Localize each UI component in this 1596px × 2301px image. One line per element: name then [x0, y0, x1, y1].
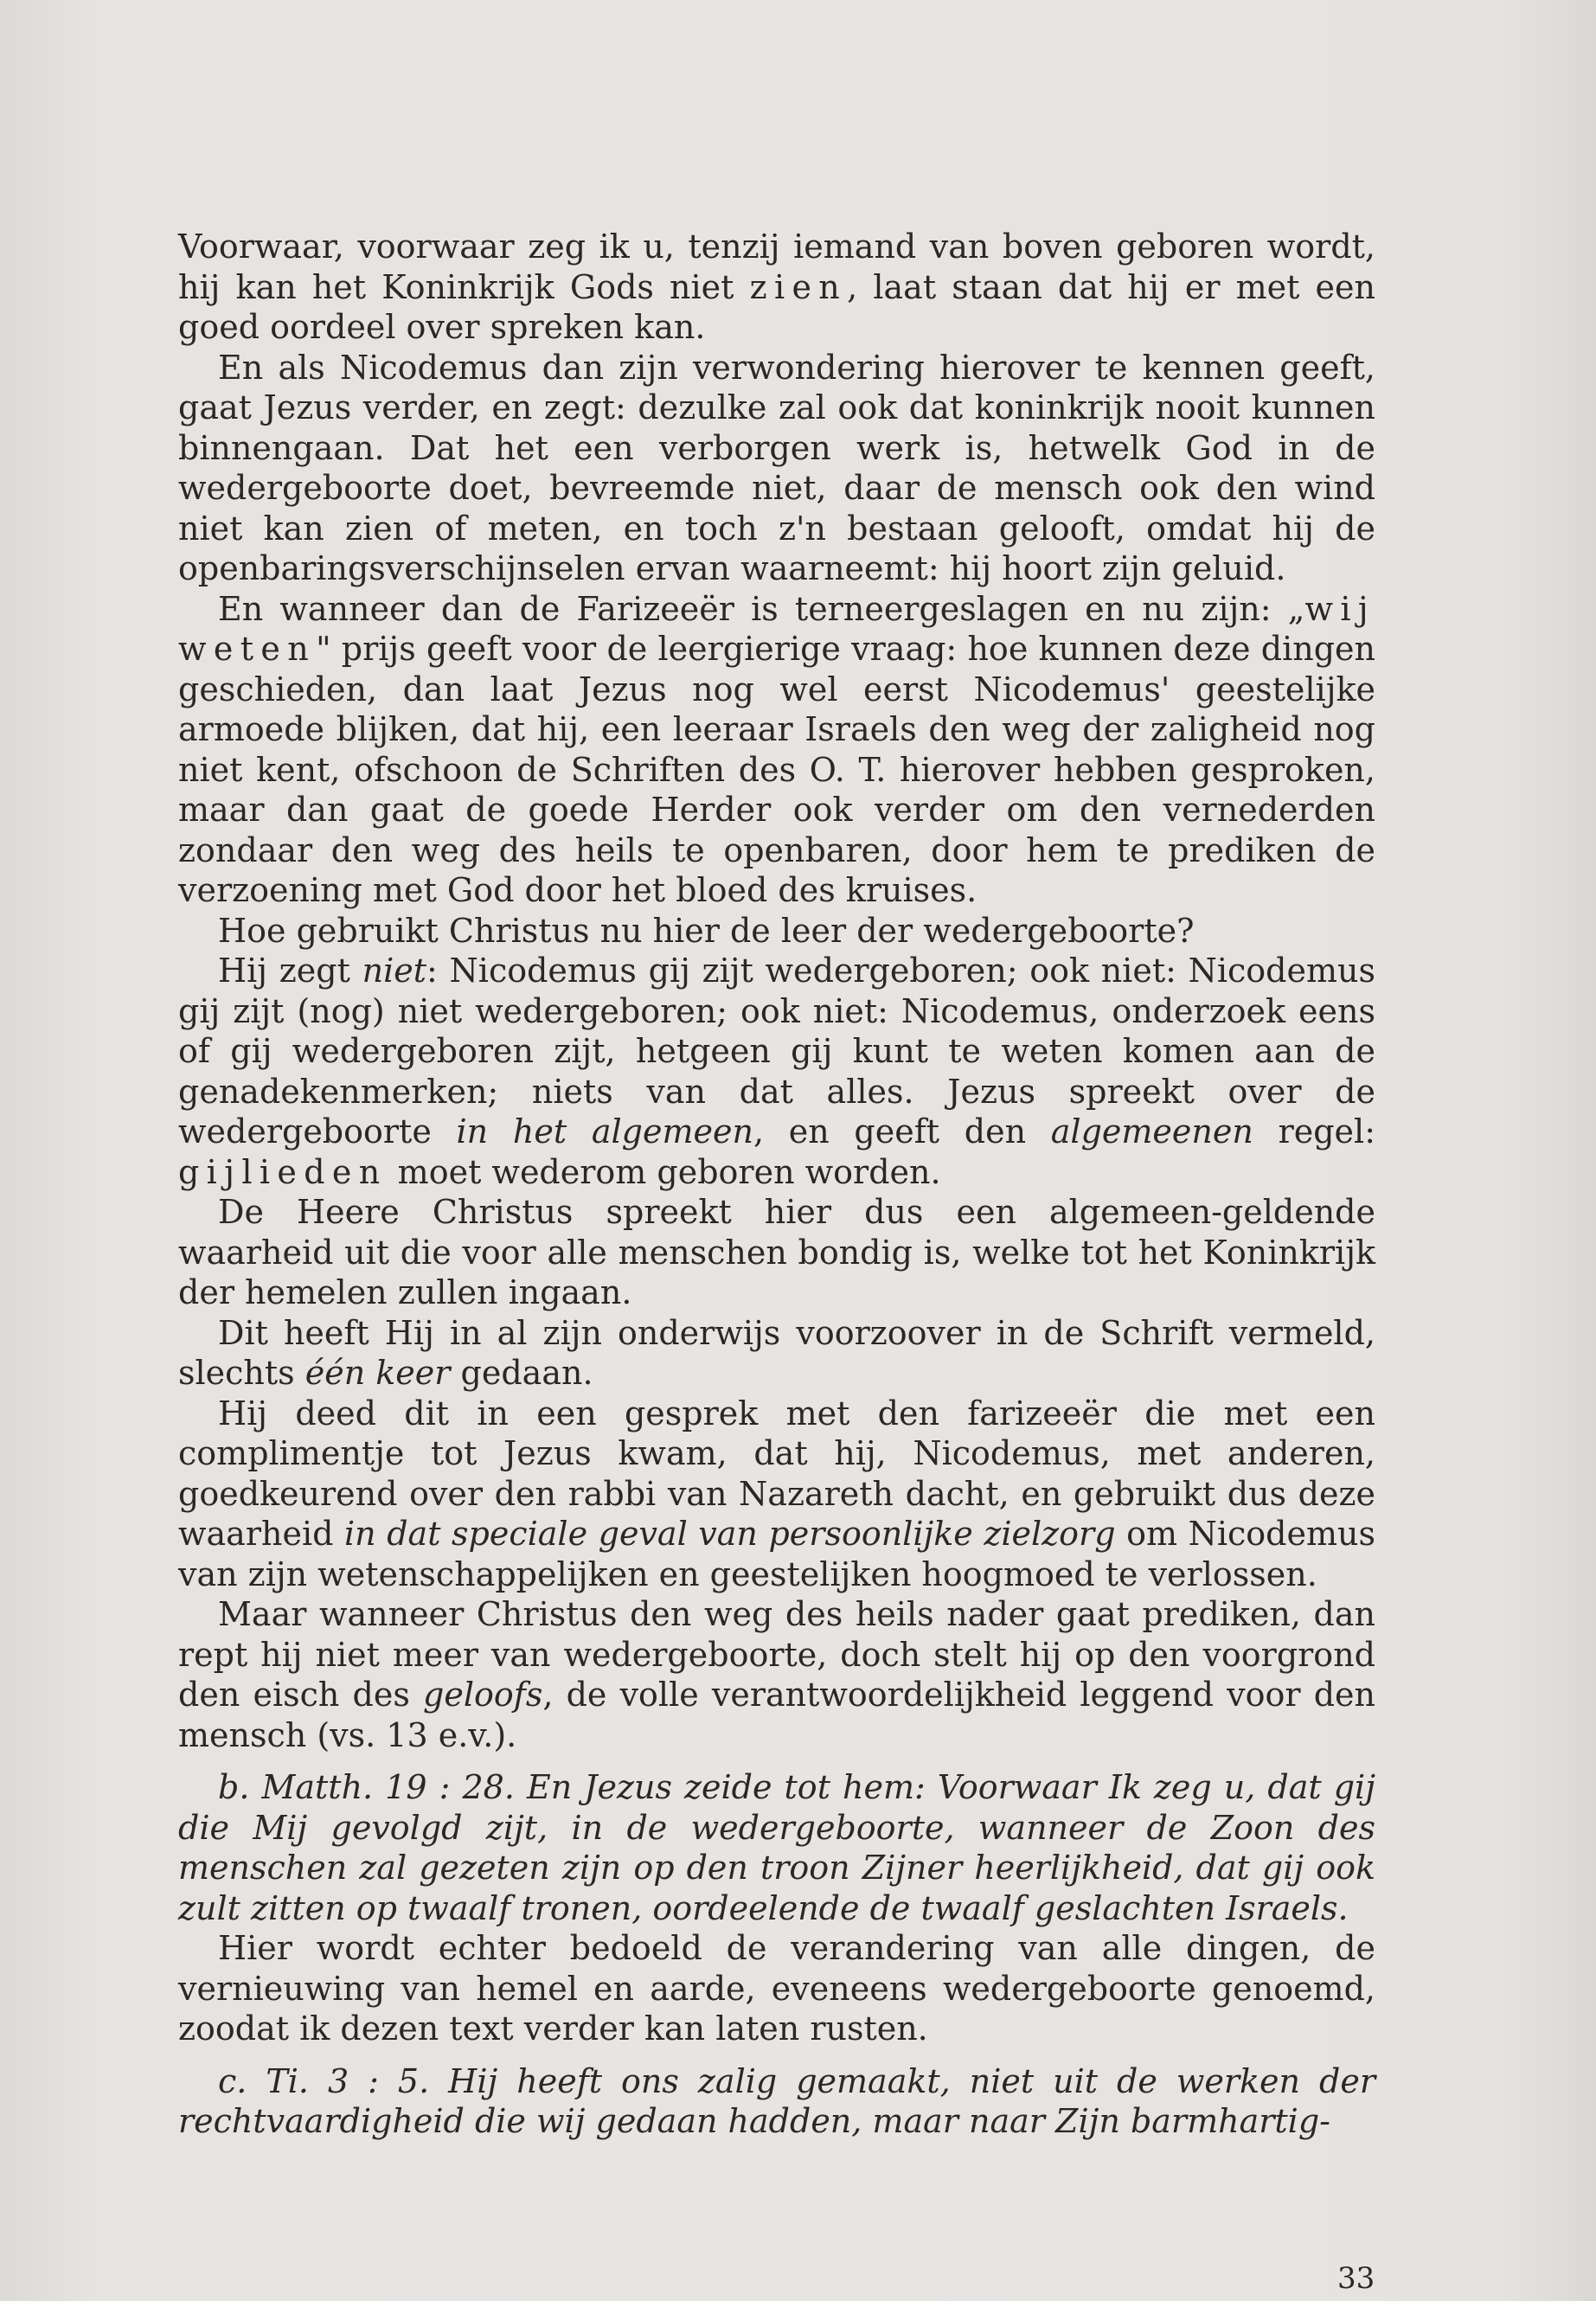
paragraph-5-text-i: moet wederom geboren worden. [387, 1152, 941, 1191]
paragraph-5-text-a: Hij zegt [218, 952, 362, 990]
paragraph-5-italic-niet: niet [362, 952, 427, 990]
paragraph-2: En als Nicodemus dan zijn verwondering hierover te kennen geeft, gaat Jezus verder, en zegt: dezulke zal ook dat koninkrijk nooit kunnen binnengaan. Dat het een verborgen werk is, hetwelk God in de wedergeboorte doet, bevreemde niet, daar de mensch ook den wind niet kan zien of meten, en toch z'n bestaan gelooft, omdat hij de openbaringsverschijnselen ervan waarneemt: hij hoort zijn geluid. [178, 348, 1375, 587]
paragraph-5 [178, 951, 1375, 1192]
paragraph-9-italic-geloofs: geloofs [423, 1676, 543, 1714]
paragraph-9-text-c: , de volle verantwoordelijkheid leggend voor den mensch (vs. 13 e.v.). [178, 1676, 1375, 1754]
paragraph-1-text-a: Voorwaar, voorwaar zeg ik u, tenzij iemand van boven geboren wordt, hij kan het Koninkrijk Gods niet [178, 228, 1375, 306]
paragraph-5-text-e: , en geeft den [753, 1112, 1051, 1150]
paragraph-7-italic-een-keer: één keer [304, 1354, 451, 1392]
paragraph-8 [178, 1394, 1375, 1595]
paragraph-1-emphasis-zien: zien [749, 267, 848, 306]
page-body [178, 227, 1375, 2142]
paragraph-7-text-a: Dit heeft Hij in al zijn onderwijs voorzoover in de Schrift vermeld, slechts [178, 1313, 1375, 1392]
paragraph-1-text-c: , laat staan dat hij er met een goed oordeel over spreken kan. [178, 267, 1376, 346]
paragraph-3-emphasis-wij-weten: wij weten [178, 589, 1375, 668]
paragraph-8-text-c: om Nicodemus van zijn wetenschappelijken en geestelijken hoogmoed te verlossen. [178, 1515, 1375, 1593]
page-number: 33 [1337, 2261, 1375, 2296]
paragraph-9-text-a: Maar wanneer Christus den weg des heils nader gaat prediken, dan rept hij niet meer van wedergeboorte, doch stelt hij op den voorgrond den eisch des [178, 1595, 1375, 1714]
paragraph-9 [178, 1594, 1375, 1755]
paragraph-4: Hoe gebruikt Christus nu hier de leer der wedergeboorte? [218, 911, 1195, 950]
paragraph-6: De Heere Christus spreekt hier dus een algemeen-geldende waarheid uit die voor alle menschen bondig is, welke tot het Koninkrijk der hemelen zullen ingaan. [178, 1193, 1375, 1311]
paragraph-7 [178, 1313, 1375, 1394]
paragraph-11: Hier wordt echter bedoeld de verandering van alle dingen, de vernieuwing van hemel en aarde, eveneens wedergeboorte genoemd, zoodat ik dezen text verder kan laten rusten. [178, 1929, 1375, 2048]
paragraph-8-text-a: Hij deed dit in een gesprek met den farizeeër die met een complimentje tot Jezus kwam, dat hij, Nicodemus, met anderen, goedkeurend over den rabbi van Nazareth dacht, en gebruikt dus deze waarheid [178, 1394, 1375, 1553]
paragraph-1 [178, 227, 1375, 348]
paragraph-3-text-a: En wanneer dan de Farizeeër is terneergeslagen en nu zijn: „ [218, 589, 1305, 628]
paragraph-5-text-g: regel: [1253, 1112, 1375, 1150]
paragraph-3 [178, 589, 1375, 911]
paragraph-12-scripture-titus: c. Ti. 3 : 5. Hij heeft ons zalig gemaakt, niet uit de werken der rechtvaardigheid die wij gedaan hadden, maar naar Zijn barmhartig- [178, 2061, 1375, 2140]
paragraph-8-italic-phrase: in dat speciale geval van persoonlijke zielzorg [344, 1515, 1116, 1553]
paragraph-5-italic-in-het-algemeen: in het algemeen [456, 1112, 753, 1150]
paragraph-5-emphasis-gijlieden: gijlieden [178, 1152, 388, 1191]
paragraph-7-text-c: gedaan. [450, 1354, 593, 1392]
paragraph-3-text-c: " prijs geeft voor de leergierige vraag: hoe kunnen deze dingen geschieden, dan laat Jezus nog wel eerst Nicodemus' geestelijke armoede blijken, dat hij, een leeraar Israels den weg der zaligheid nog niet kent, ofschoon de Schriften des O. T. hierover hebben gesproken, maar dan gaat de goede Herder ook verder om den vernederden zondaar den weg des heils te openbaren, door hem te prediken de verzoening met God door het bloed des kruises. [178, 630, 1375, 909]
paragraph-5-italic-algemeenen: algemeenen [1050, 1112, 1253, 1150]
paragraph-5-text-c: : Nicodemus gij zijt wedergeboren; ook niet: Nicodemus gij zijt (nog) niet wedergeboren; ook niet: Nicodemus, onderzoek eens of gij wedergeboren zijt, hetgeen gij kunt te weten komen aan de genadekenmerken; niets van dat alles. Jezus spreekt over de wedergeboorte [178, 952, 1375, 1150]
paragraph-10-scripture-matthew: b. Matth. 19 : 28. En Jezus zeide tot hem: Voorwaar Ik zeg u, dat gij die Mij gevolgd zijt, in de wedergeboorte, wanneer de Zoon des menschen zal gezeten zijn op den troon Zijner heerlijkheid, dat gij ook zult zitten op twaalf tronen, oordeelende de twaalf geslachten Israels. [178, 1768, 1375, 1927]
